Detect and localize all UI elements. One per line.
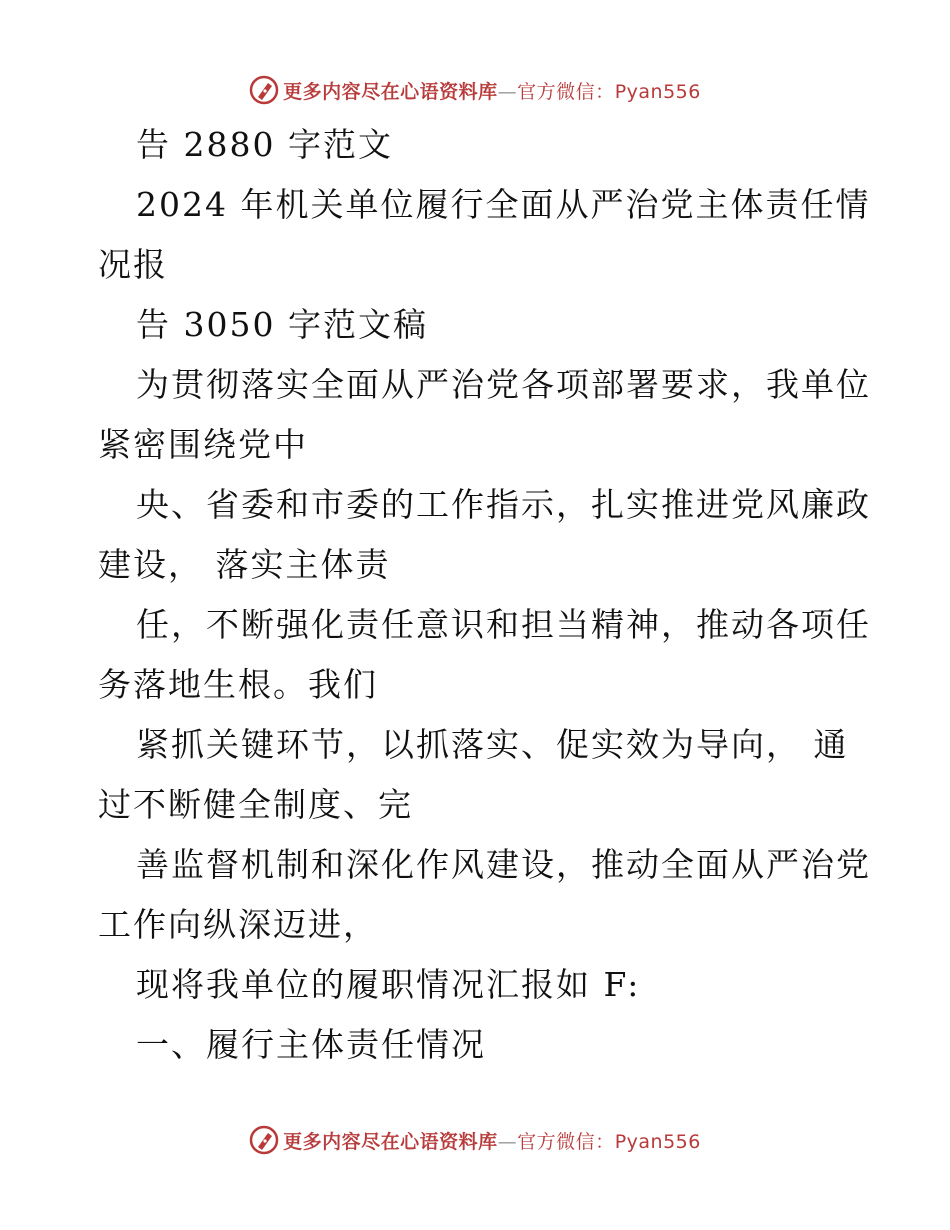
text-line: 工作向纵深迈进， bbox=[98, 905, 378, 944]
footer-banner bbox=[0, 1120, 950, 1160]
banner-wechat-id: Pyan556 bbox=[614, 80, 701, 103]
banner-dash: — bbox=[497, 80, 518, 103]
text-line: 告 2880 字范文 bbox=[136, 125, 393, 164]
text-line: 2024 年机关单位履行全面从严治党主体责任情 bbox=[136, 185, 871, 224]
text-line: 为贯彻落实全面从严治党各项部署要求，我单位 bbox=[136, 365, 871, 404]
banner-text bbox=[283, 1127, 701, 1154]
text-line: 建设， 落实主体责 bbox=[98, 545, 391, 584]
text-line: 况报 bbox=[98, 245, 168, 284]
text-line: 现将我单位的履职情况汇报如 F: bbox=[136, 965, 641, 1004]
header-banner bbox=[0, 70, 950, 110]
banner-dash: — bbox=[497, 1130, 518, 1153]
text-line: 央、省委和市委的工作指示，扎实推进党风廉政 bbox=[136, 485, 871, 524]
pen-nib-logo-icon bbox=[249, 75, 279, 105]
text-line: 善监督机制和深化作风建设，推动全面从严治党 bbox=[136, 845, 871, 884]
text-line: 过不断健全制度、完 bbox=[98, 785, 413, 824]
banner-text bbox=[283, 77, 701, 104]
section-heading: 一、履行主体责任情况 bbox=[136, 1025, 486, 1064]
banner-wechat-id: Pyan556 bbox=[614, 1130, 701, 1153]
banner-wechat-label: 官方微信： bbox=[517, 80, 615, 103]
text-line: 紧密围绕党中 bbox=[98, 425, 308, 464]
banner-brand: 更多内容尽在心语资料库 bbox=[283, 1130, 498, 1153]
text-line: 任，不断强化责任意识和担当精神，推动各项任 bbox=[136, 605, 871, 644]
text-line: 紧抓关键环节，以抓落实、促实效为导向， 通 bbox=[136, 725, 849, 764]
banner-wechat-label: 官方微信： bbox=[517, 1130, 615, 1153]
banner-brand: 更多内容尽在心语资料库 bbox=[283, 80, 498, 103]
document-body bbox=[98, 115, 871, 1075]
text-line: 告 3050 字范文稿 bbox=[136, 305, 428, 344]
text-line: 务落地生根。我们 bbox=[98, 665, 378, 704]
pen-nib-logo-icon bbox=[249, 1125, 279, 1155]
